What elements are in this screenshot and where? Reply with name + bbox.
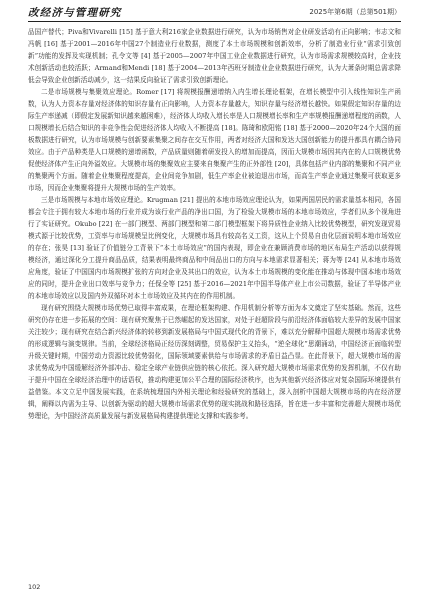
header-rule [28,21,401,22]
issue-number: 2025年第6期（总第501期） [309,8,401,16]
page-number: 102 [28,583,41,591]
paragraph-3: 三是市场规模与本地市场效应理论。Krugman [21] 提出的本地市场效应理论认为，如果两国居民的需求量基本相同，各国都会专注于拥有较大本地市场的行业并成为该行业产品的净出口国，为了检验大规模市场的本地市场效应，学者们从多个视角进行了实证研究。Okubo [22] 在一部门模型、两部门模型和第二部门模型框架下将异质性企业纳入比较优势模型，研究发现贸易模式源于比较优势，工资率与市场规模呈比例变化，大规模市场具有较高名义工资，这从上个贸易自由化层面说明本地市场效应的存在；张昊 [13] 验证了价值链分工背景下“本土市场效应”的国内表现，即企业在兼顾消费市场的地区布局生产活动以获得规模经济，通过深化分工提升商品品质，结果表明最终商品和中间品出口的方向与本地需求显著相关；蒋为等 [24] 从本地市场效应角度，验证了中国国内市场规模扩张的方向对企业及其出口的效应，认为本土市场规模的变化能在推动与体现中国本地市场效应的同时，提升企业出口效率与竞争力；任保全等 [25] 基于2016—2021年中国半导体产业上市公司数据，验证了半导体产业的本地市场效应以及国内外双循环对本土市场效应及其内在的作用机制。 [28,196,401,300]
journal-title: 改经济与管理研究 [28,7,122,19]
paragraph-4: 现有研究围绕大规模市场优势已取得丰富成果，在理论框架构建、作用机制分析等方面为本文奠定了坚实基础。然而，这些研究仍存在进一步拓展的空间：现有研究聚焦于已然崛起的发达国家，对处于赶超阶段与前沿经济体面临较大差异的发展中国家关注较少；现有研究在结合新兴经济体的转移到新发展格局与中国式现代化的背景下，难以充分解释中国超大规模市场需求优势的形成逻辑与演变规律。当前，全球经济格局正经历深刻调整，贸易保护主义抬头，“逆全球化”思潮涌动，中国经济正面临转型升级关键时期，中国劳动力资源比较优势弱化，国际领域要素供给与市场需求的矛盾日益凸显。在此背景下，超大规模市场的需求优势成为中国缓解经济外部冲击、稳定全球产业链供应链的核心依托。深入研究超大规模市场需求优势的发挥机制，不仅有助于提升中国在全球经济治理中的话语权，推动构建更加公平合理的国际经济秩序，也为其他新兴经济体应对复杂国际环境提供有益借鉴。本文立足中国发展实践，在系统梳理国内外相关理论和经验研究的基础上，深入剖析中国超大规模市场的内在经济逻辑，阐释以内需为主导、以创新为驱动的超大规模市场需求优势的现实挑战和路径选择，旨在进一步丰富和完善超大规模市场优势理论，为中国经济高质量发展与新发展格局构建提供理论支撑和实践参考。 [28,304,401,420]
paragraph-1: 品国产替代；Piva和Vivarelli [15] 基于意大利216家企业数据进行研究，认为市场销售对企业研发活动有正向影响；韦志文和冯帆 [16] 基于2001—2016年中国27个制造业行业数据，测度了本土市场规模和创新效率，分析了制造业行业“需求引致创新”功能的发挥及实现机制；孔令文等 [4] 基于2005—2007年中国工业企业数据进行研究，认为市场需求规模较高时，企业技术创新活动也较活跃；Armand和Mendi [18] 基于2004—2013年西班牙制造业企业数据进行研究，认为大萧条时期总需求降低会导致企业创新活动减少，这一结果反向验证了需求引致创新理论。 [28,28,401,84]
page-header [28,5,401,19]
paragraph-2: 二是市场规模与集聚效应理论。Romer [17] 将规模报酬递增纳入内生增长理论框架，在增长模型中引入线性知识生产函数，认为人力资本存量对经济体的知识存量有正向影响，人力资本存量越大，知识存量与经济增长越快。如果假定知识存量的边际生产率递减（即假定发展新知识越来越困难），经济体人均收入增长率是人口规模增长率和生产率规模报酬递增程度的函数，人口规模增长后结合知识的非竞争性会促进经济体人均收入不断提高 [18]。陈琦和欧阳铭 [18] 基于2000—2020年24个大国的面板数据进行研究，认为市场规模与创新要素集聚之间存在交互作用，两者对经济大国和发达大国创新能力的提升都具有耦合协同效应。由于产品种类是人口规模的递增函数，产品质量则随着研发投入的增加而提高，因而大规模市场因其内在的人口规模优势促使经济体产生正向外溢效应。大规模市场的集聚效应主要来自集聚产生的正外部性 [20]，具体包括产业内部的集聚和不同产业的集聚两个方面。随着企业集聚程度提高，企业间竞争加剧，低生产率企业被迫退出市场，而高生产率企业通过集聚可获取更多市场，因而企业集聚将提升大规模市场的生产效率。 [28,88,401,192]
article-body [28,26,401,422]
